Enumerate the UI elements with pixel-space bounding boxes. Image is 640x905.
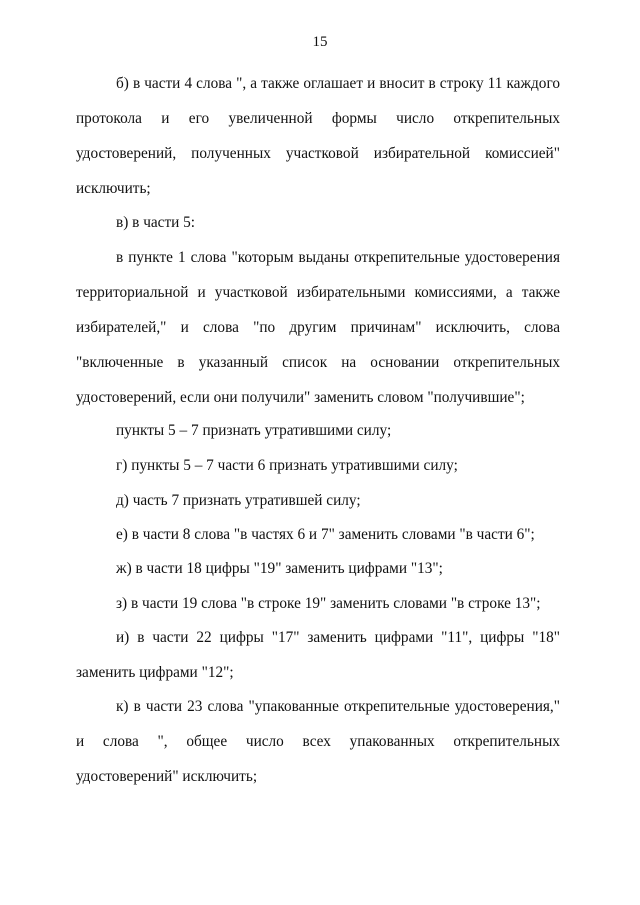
paragraph-v: в) в части 5: [116,214,196,231]
paragraph-g: г) пункты 5 – 7 части 6 признать утратившими силу; [116,457,458,474]
paragraph-zh: ж) в части 18 цифры "19" заменить цифрами "13"; [116,560,443,577]
paragraph-z: з) в части 19 слова "в строке 19" заменить словами "в строке 13"; [116,595,541,612]
paragraph-v-items-5-7: пункты 5 – 7 признать утратившими силу; [116,422,392,439]
paragraph-b: б) в части 4 слова ", а также оглашает и вносит в строку 11 каждого протокола и его увеличенной формы число открепительных удостоверений, полученных участковой избирательной комиссией" исключить; [76,75,560,197]
page-number: 15 [312,34,328,50]
paragraph-d: д) часть 7 признать утратившей силу; [116,492,361,509]
paragraph-k: к) в части 23 слова "упакованные открепительные удостоверения," и слова ", общее число всех упакованных открепительных удостоверений" исключить; [76,698,560,785]
paragraph-v-item-1: в пункте 1 слова "которым выданы открепительные удостоверения территориальной и участковой избирательными комиссиями, а также избирателей," и слова "по другим причинам" исключить, слова "включенные в указанный список на основании открепительных удостоверений, если они получили" заменить словом "получившие"; [76,249,560,406]
paragraph-e: е) в части 8 слова "в частях 6 и 7" заменить словами "в части 6"; [116,526,535,543]
paragraph-i: и) в части 22 цифры "17" заменить цифрами "11", цифры "18" заменить цифрами "12"; [76,629,560,681]
